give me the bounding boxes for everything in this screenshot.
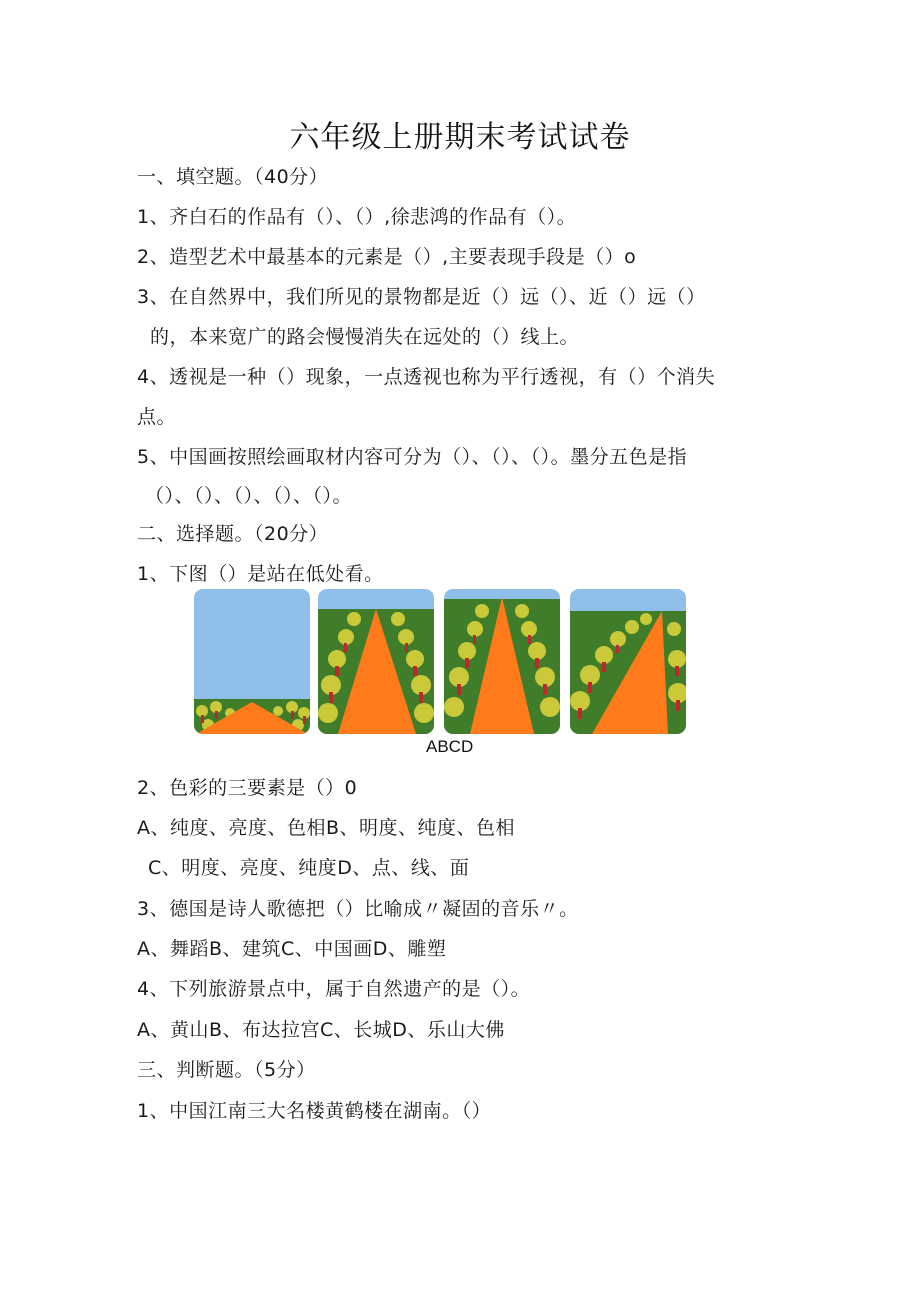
question-2-4-options: A、黄山B、布达拉宫C、长城D、乐山大佛 [137, 1019, 505, 1041]
figure-panel-b [318, 589, 434, 734]
question-2-4: 4、下列旅游景点中，属于自然遗产的是（）。 [137, 978, 531, 1000]
question-2-1: 1、下图（）是站在低处看。 [137, 563, 384, 585]
exam-title: 六年级上册期末考试试卷 [289, 120, 631, 155]
question-1-3-line2: 的，本来宽广的路会慢慢消失在远处的（）线上。 [150, 326, 580, 348]
question-1-5-line1: 5、中国画按照绘画取材内容可分为（）、（）、（）。墨分五色是指 [137, 446, 688, 468]
question-2-3-options: A、舞蹈B、建筑C、中国画D、雕塑 [137, 938, 447, 960]
question-1-1: 1、齐白石的作品有（）、（）,徐悲鸿的作品有（）。 [137, 206, 577, 228]
panel-b-drawing [318, 589, 434, 734]
section-3-heading: 三、判断题。（5分） [137, 1059, 316, 1081]
perspective-figure [194, 589, 686, 735]
panel-c-drawing [444, 589, 560, 734]
figure-panel-c [444, 589, 560, 734]
question-2-2: 2、色彩的三要素是（）0 [137, 777, 358, 799]
question-2-3: 3、德国是诗人歌德把（）比喻成〃凝固的音乐〃。 [137, 898, 579, 920]
question-1-5-line2: （）、（）、（）、（）、（）。 [145, 485, 353, 507]
question-3-1: 1、中国江南三大名楼黄鹤楼在湖南。（） [137, 1100, 492, 1122]
question-2-2-options-1: A、纯度、亮度、色相B、明度、纯度、色相 [137, 817, 516, 839]
question-1-3-line1: 3、在自然界中，我们所见的景物都是近（）远（）、近（）远（） [137, 286, 706, 308]
panel-d-drawing [570, 589, 686, 734]
figure-panel-a [194, 589, 310, 734]
question-1-4-line2: 点。 [137, 406, 177, 428]
question-1-4-line1: 4、透视是一种（）现象，一点透视也称为平行透视，有（）个消失 [137, 366, 716, 388]
question-1-2: 2、造型艺术中最基本的元素是（）,主要表现手段是（）o [137, 246, 637, 268]
figure-panel-d [570, 589, 686, 734]
figure-caption: ABCD [426, 737, 474, 756]
panel-a-drawing [194, 589, 310, 734]
section-2-heading: 二、选择题。（20分） [137, 523, 329, 545]
question-2-2-options-2: C、明度、亮度、纯度D、点、线、面 [148, 857, 470, 879]
section-1-heading: 一、填空题。（40分） [137, 166, 329, 188]
